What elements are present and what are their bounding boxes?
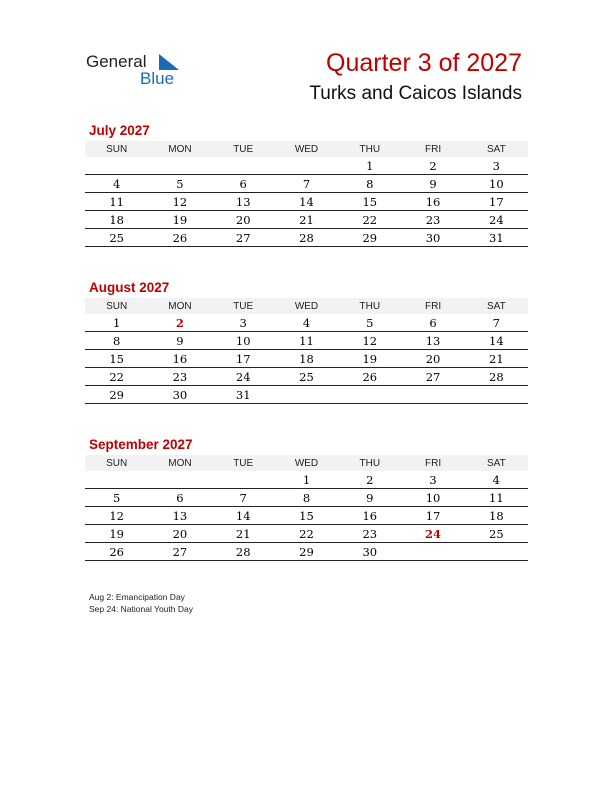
empty-day-cell (212, 471, 275, 489)
day-cell: 22 (275, 525, 338, 543)
week-row (85, 386, 528, 404)
day-cell: 23 (148, 368, 211, 386)
month-block-july (85, 121, 528, 247)
weekday-label: TUE (212, 455, 275, 471)
day-cell: 28 (212, 543, 275, 561)
day-cell: 2 (338, 471, 401, 489)
day-cell: 25 (465, 525, 528, 543)
day-cell: 11 (275, 332, 338, 350)
day-cell: 12 (338, 332, 401, 350)
day-cell: 9 (401, 175, 464, 193)
day-cell: 3 (401, 471, 464, 489)
weekday-header-row (85, 298, 528, 314)
day-cell: 4 (465, 471, 528, 489)
day-cell: 16 (401, 193, 464, 211)
day-cell: 7 (275, 175, 338, 193)
day-cell: 14 (465, 332, 528, 350)
holiday-day-cell: 2 (148, 314, 211, 332)
week-row (85, 157, 528, 175)
day-cell: 22 (338, 211, 401, 229)
weekday-header-row (85, 455, 528, 471)
week-row (85, 471, 528, 489)
day-cell: 23 (401, 211, 464, 229)
day-cell: 7 (465, 314, 528, 332)
day-cell: 8 (275, 489, 338, 507)
day-cell: 25 (275, 368, 338, 386)
month-title: August 2027 (89, 280, 170, 295)
day-cell: 19 (85, 525, 148, 543)
logo-text-general: General (86, 52, 147, 71)
weekday-label: SUN (85, 455, 148, 471)
day-cell: 29 (275, 543, 338, 561)
empty-day-cell (148, 471, 211, 489)
day-cell: 28 (275, 229, 338, 247)
day-cell: 15 (85, 350, 148, 368)
weekday-label: WED (275, 298, 338, 314)
logo (86, 52, 196, 92)
empty-day-cell (338, 386, 401, 404)
empty-day-cell (85, 157, 148, 175)
weekday-label: FRI (401, 455, 464, 471)
day-cell: 1 (85, 314, 148, 332)
month-table (85, 298, 528, 404)
weekday-label: SAT (465, 298, 528, 314)
weekday-label: MON (148, 455, 211, 471)
day-cell: 6 (148, 489, 211, 507)
day-cell: 5 (148, 175, 211, 193)
empty-day-cell (148, 157, 211, 175)
month-block-august (85, 278, 528, 404)
page-subtitle: Turks and Caicos Islands (309, 83, 522, 104)
day-cell: 26 (338, 368, 401, 386)
day-cell: 31 (212, 386, 275, 404)
day-cell: 14 (212, 507, 275, 525)
day-cell: 21 (275, 211, 338, 229)
empty-day-cell (275, 386, 338, 404)
day-cell: 17 (401, 507, 464, 525)
day-cell: 18 (275, 350, 338, 368)
week-row (85, 211, 528, 229)
holiday-day-cell: 24 (401, 525, 464, 543)
holiday-note: Aug 2: Emancipation Day (89, 592, 185, 602)
day-cell: 9 (338, 489, 401, 507)
day-cell: 22 (85, 368, 148, 386)
day-cell: 24 (465, 211, 528, 229)
weekday-label: THU (338, 455, 401, 471)
day-cell: 11 (85, 193, 148, 211)
day-cell: 31 (465, 229, 528, 247)
empty-day-cell (212, 157, 275, 175)
empty-day-cell (85, 471, 148, 489)
week-row (85, 314, 528, 332)
day-cell: 5 (85, 489, 148, 507)
day-cell: 18 (465, 507, 528, 525)
day-cell: 13 (148, 507, 211, 525)
week-row (85, 507, 528, 525)
weekday-label: TUE (212, 141, 275, 157)
day-cell: 1 (338, 157, 401, 175)
day-cell: 1 (275, 471, 338, 489)
weekday-label: FRI (401, 141, 464, 157)
day-cell: 3 (465, 157, 528, 175)
week-row (85, 193, 528, 211)
week-row (85, 525, 528, 543)
empty-day-cell (465, 543, 528, 561)
weekday-label: THU (338, 141, 401, 157)
day-cell: 28 (465, 368, 528, 386)
day-cell: 2 (401, 157, 464, 175)
day-cell: 18 (85, 211, 148, 229)
day-cell: 10 (401, 489, 464, 507)
month-table (85, 455, 528, 561)
weekday-label: SAT (465, 455, 528, 471)
day-cell: 16 (148, 350, 211, 368)
week-row (85, 175, 528, 193)
day-cell: 29 (338, 229, 401, 247)
day-cell: 12 (85, 507, 148, 525)
week-row (85, 229, 528, 247)
day-cell: 19 (148, 211, 211, 229)
weekday-label: SUN (85, 141, 148, 157)
week-row (85, 489, 528, 507)
day-cell: 21 (465, 350, 528, 368)
weekday-label: SAT (465, 141, 528, 157)
day-cell: 27 (212, 229, 275, 247)
month-title: September 2027 (89, 437, 193, 452)
week-row (85, 350, 528, 368)
empty-day-cell (465, 386, 528, 404)
weekday-label: TUE (212, 298, 275, 314)
day-cell: 20 (212, 211, 275, 229)
day-cell: 14 (275, 193, 338, 211)
day-cell: 20 (401, 350, 464, 368)
day-cell: 5 (338, 314, 401, 332)
day-cell: 15 (338, 193, 401, 211)
day-cell: 6 (212, 175, 275, 193)
day-cell: 20 (148, 525, 211, 543)
day-cell: 30 (338, 543, 401, 561)
day-cell: 23 (338, 525, 401, 543)
day-cell: 25 (85, 229, 148, 247)
month-title: July 2027 (89, 123, 150, 138)
weekday-label: WED (275, 455, 338, 471)
day-cell: 12 (148, 193, 211, 211)
weekday-label: MON (148, 141, 211, 157)
logo-triangle-icon (159, 54, 179, 70)
day-cell: 8 (338, 175, 401, 193)
day-cell: 17 (465, 193, 528, 211)
week-row (85, 543, 528, 561)
holiday-notes (89, 591, 193, 615)
day-cell: 11 (465, 489, 528, 507)
empty-day-cell (401, 543, 464, 561)
day-cell: 27 (401, 368, 464, 386)
weekday-label: WED (275, 141, 338, 157)
weekday-label: THU (338, 298, 401, 314)
day-cell: 30 (148, 386, 211, 404)
day-cell: 13 (212, 193, 275, 211)
day-cell: 13 (401, 332, 464, 350)
day-cell: 17 (212, 350, 275, 368)
day-cell: 4 (275, 314, 338, 332)
weekday-label: SUN (85, 298, 148, 314)
day-cell: 29 (85, 386, 148, 404)
holiday-note: Sep 24: National Youth Day (89, 604, 193, 614)
month-block-september (85, 435, 528, 561)
day-cell: 10 (465, 175, 528, 193)
day-cell: 27 (148, 543, 211, 561)
day-cell: 9 (148, 332, 211, 350)
day-cell: 30 (401, 229, 464, 247)
page-title: Quarter 3 of 2027 (326, 49, 522, 77)
empty-day-cell (401, 386, 464, 404)
day-cell: 26 (85, 543, 148, 561)
day-cell: 26 (148, 229, 211, 247)
day-cell: 16 (338, 507, 401, 525)
day-cell: 8 (85, 332, 148, 350)
day-cell: 24 (212, 368, 275, 386)
day-cell: 19 (338, 350, 401, 368)
weekday-header-row (85, 141, 528, 157)
day-cell: 21 (212, 525, 275, 543)
day-cell: 15 (275, 507, 338, 525)
day-cell: 10 (212, 332, 275, 350)
week-row (85, 332, 528, 350)
month-table (85, 141, 528, 247)
day-cell: 6 (401, 314, 464, 332)
logo-text-blue: Blue (140, 69, 175, 88)
weekday-label: MON (148, 298, 211, 314)
day-cell: 3 (212, 314, 275, 332)
day-cell: 7 (212, 489, 275, 507)
week-row (85, 368, 528, 386)
day-cell: 4 (85, 175, 148, 193)
weekday-label: FRI (401, 298, 464, 314)
empty-day-cell (275, 157, 338, 175)
